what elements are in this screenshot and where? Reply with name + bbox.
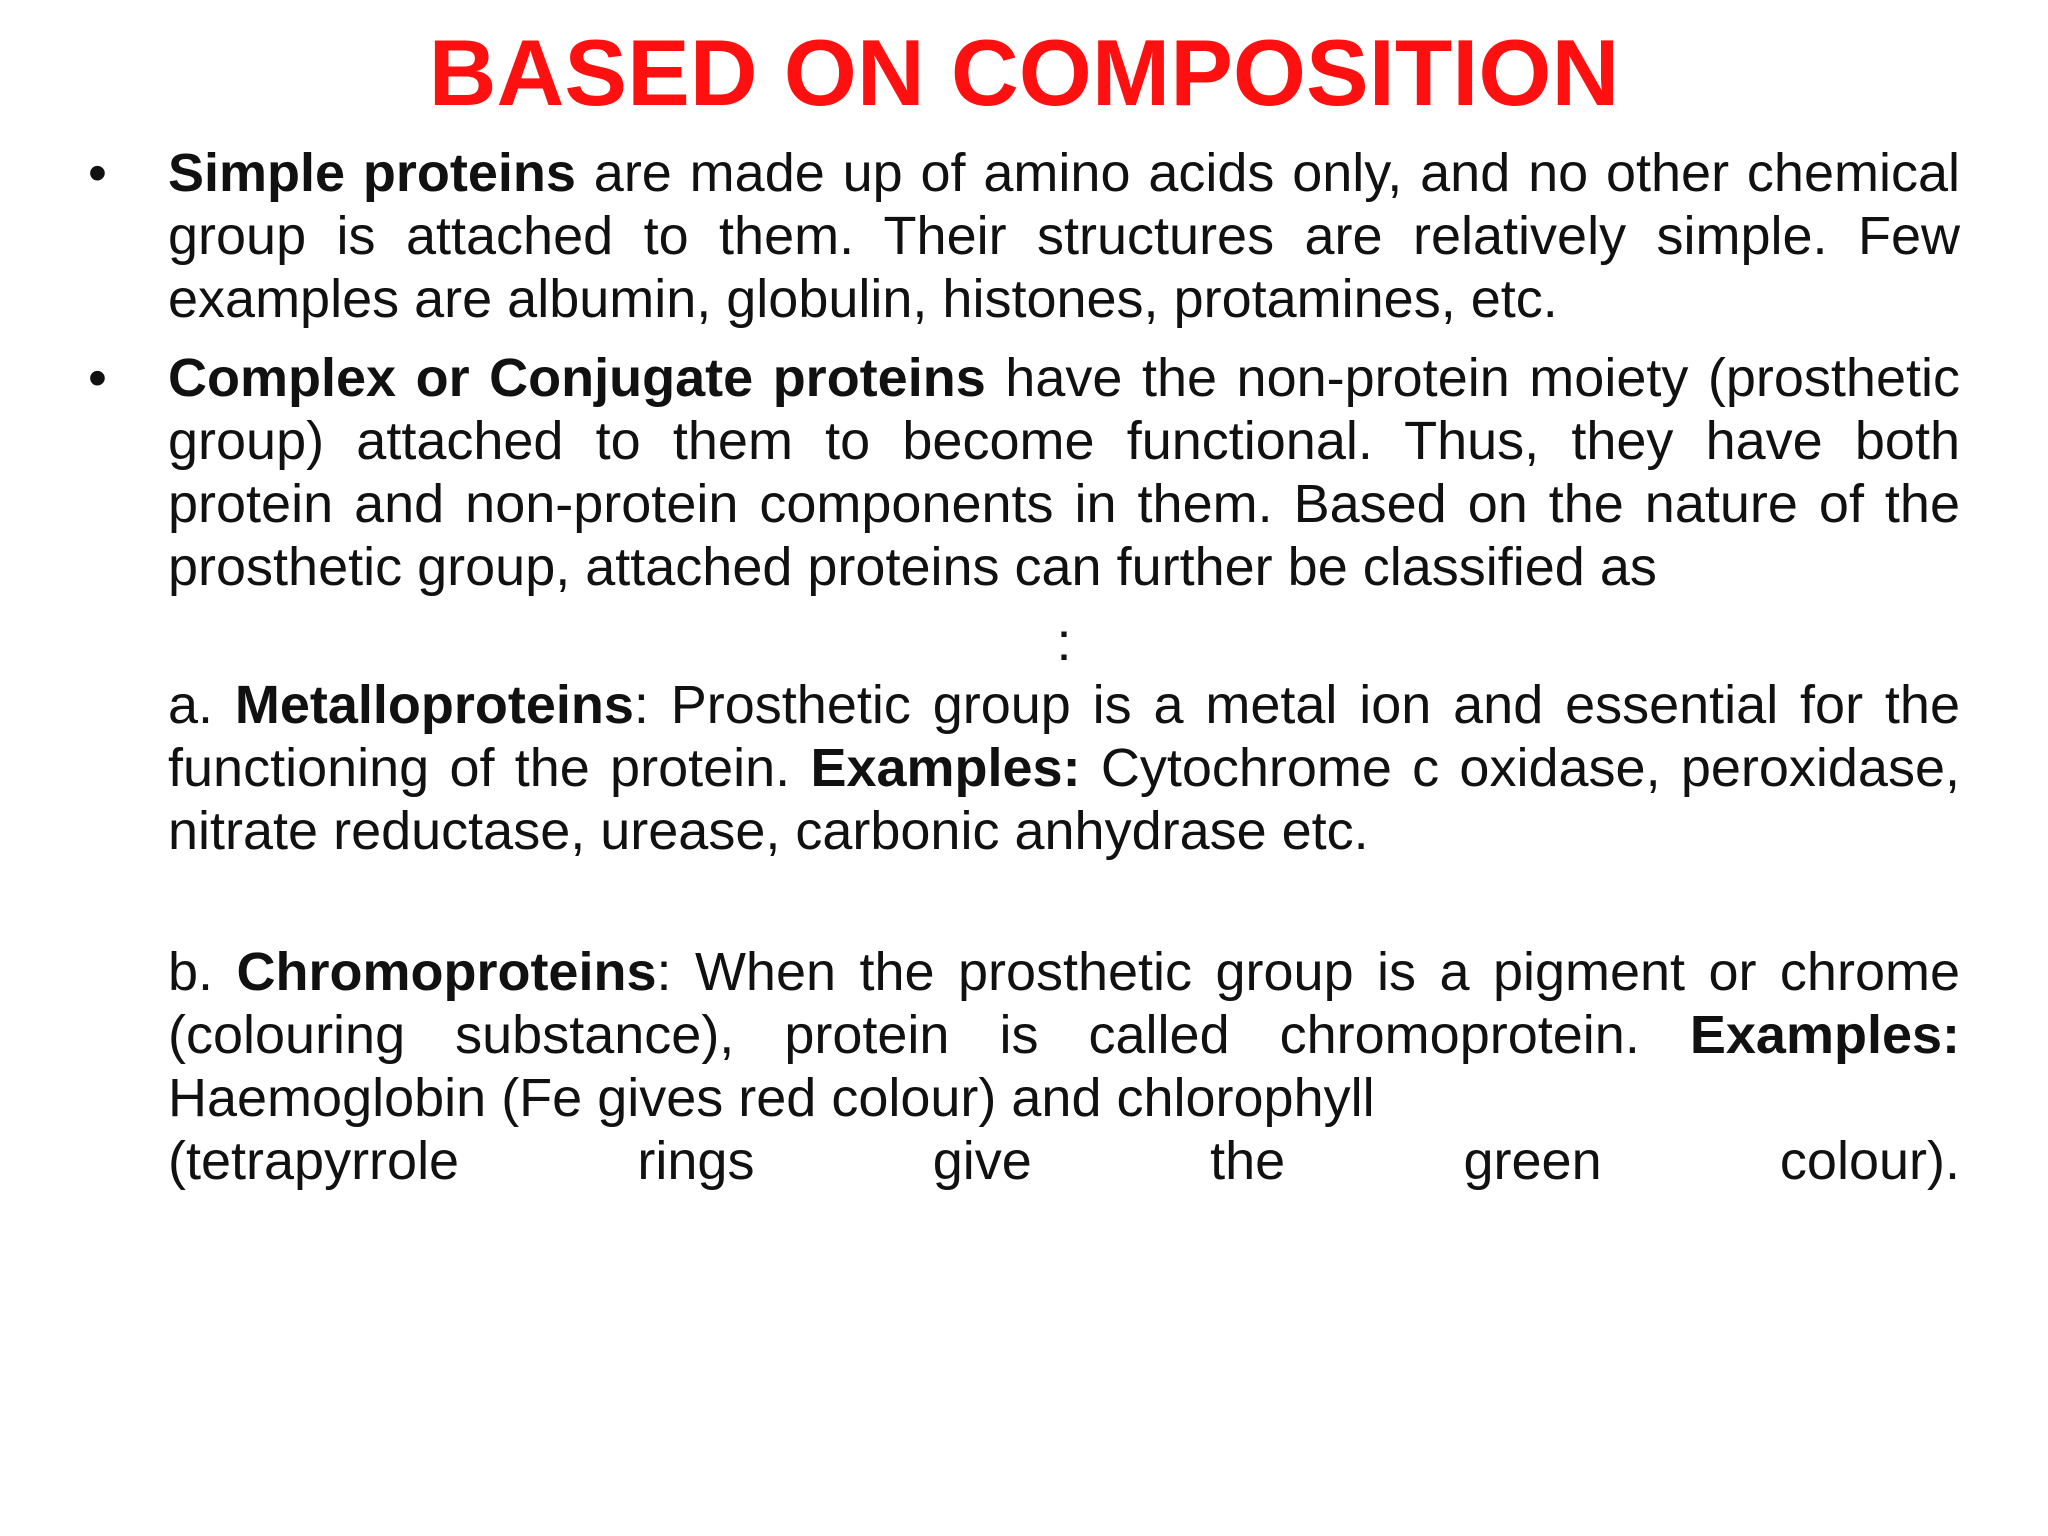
bullet-simple-proteins <box>88 142 1960 331</box>
simple-proteins-text: are made up of amino acids only, and no other chemical group is attached to them. Their structures are relatively simple. Few examples are albumin, globulin, histones, protamines, etc. <box>168 143 1960 329</box>
chromo-examples-label: Examples: <box>1689 1005 1960 1065</box>
metallo-prefix: a. <box>168 675 235 735</box>
subitem-chromoproteins <box>168 941 1960 1193</box>
chromo-prefix: b. <box>168 942 237 1002</box>
bullet-complex-proteins <box>88 347 1960 1193</box>
complex-proteins-text: have the non-protein moiety (prosthetic group) attached to them to become functional. Thus, they have both protein and non-protein components in them. Based on the nature of the prosthetic group, attached proteins can further be classified as <box>168 348 1961 597</box>
metallo-text-2: Cytochrome c oxidase, peroxidase, nitrate reductase, urease, carbonic anhydrase etc. <box>168 738 1960 861</box>
classification-colon: : <box>1056 612 1072 672</box>
subitem-metalloproteins <box>168 674 1960 863</box>
metallo-examples-label: Examples: <box>810 738 1081 798</box>
bullet-icon: • <box>88 348 107 408</box>
term-metalloproteins: Metalloproteins <box>234 675 634 735</box>
chromo-text-2: Haemoglobin (Fe gives red colour) and chlorophyll <box>168 1068 1375 1128</box>
bullet-list <box>88 142 1960 1193</box>
term-chromoproteins: Chromoproteins <box>236 942 657 1002</box>
chromo-text-1: : When the prosthetic group is a pigment or chrome (colouring substance), protein is called chromoprotein. <box>168 942 1960 1065</box>
bullet-icon: • <box>88 143 107 203</box>
term-complex-proteins: Complex or Conjugate proteins <box>168 348 986 408</box>
metallo-text-1: : Prosthetic group is a metal ion and essential for the functioning of the protein. <box>168 675 1960 798</box>
chromo-text-3: (tetrapyrrole rings give the green colour). <box>168 1131 1960 1191</box>
term-simple-proteins: Simple proteins <box>168 143 576 203</box>
slide-title: BASED ON COMPOSITION <box>428 20 1620 125</box>
